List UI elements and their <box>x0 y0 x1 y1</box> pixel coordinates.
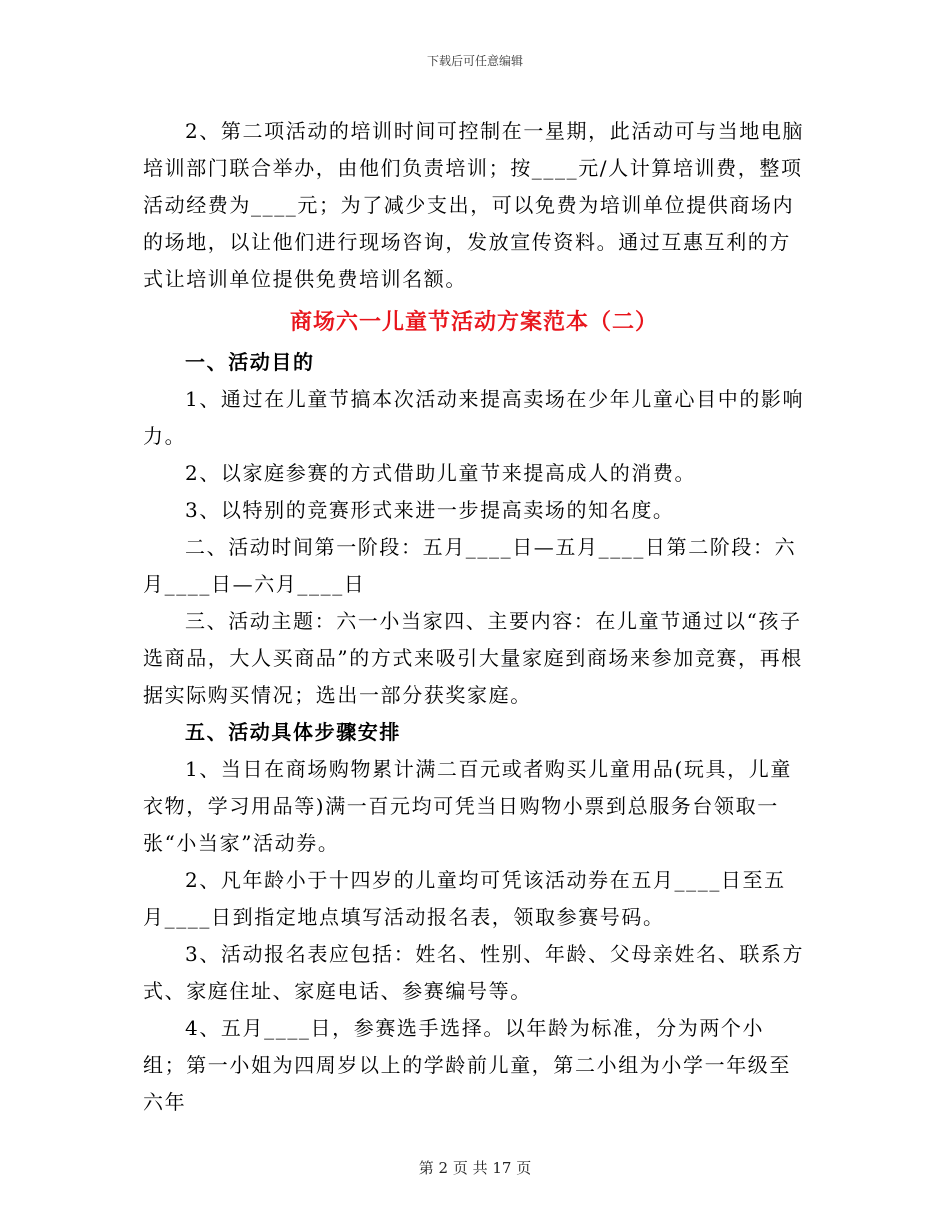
section-heading-purpose: 一、活动目的 <box>185 350 315 374</box>
paragraph-step-2: 2、凡年龄小于十四岁的儿童均可凭该活动券在五月____日至五月____日到指定地点填写活动报名表，领取参赛号码。 <box>143 868 786 929</box>
paragraph-step-4: 4、五月____日，参赛选手选择。以年龄为标准，分为两个小组；第一小姐为四周岁以上的学龄前儿童，第二小组为小学一年级至六年 <box>143 1016 791 1114</box>
paragraph-purpose-1: 1、通过在儿童节搞本次活动来提高卖场在少年儿童心目中的影响力。 <box>143 387 805 448</box>
paragraph-step-3: 3、活动报名表应包括：姓名、性别、年龄、父母亲姓名、联系方式、家庭住址、家庭电话、参赛编号等。 <box>143 942 805 1003</box>
paragraph-theme: 三、活动主题：六一小当家四、主要内容：在儿童节通过以“孩子选商品，大人买商品”的方式来吸引大量家庭到商场来参加竞赛，再根据实际购买情况；选出一部分获奖家庭。 <box>143 609 803 707</box>
paragraph-step-1: 1、当日在商场购物累计满二百元或者购买儿童用品(玩具，儿童衣物，学习用品等)满一百元均可凭当日购物小票到总服务台领取一张“小当家”活动券。 <box>143 757 792 855</box>
page-footer: 第 2 页 共 17 页 <box>418 1159 532 1177</box>
paragraph-purpose-3: 3、以特别的竞赛形式来进一步提高卖场的知名度。 <box>185 498 675 522</box>
paragraph-training: 2、第二项活动的培训时间可控制在一星期，此活动可与当地电脑培训部门联合举办，由他们负责培训；按____元/人计算培训费，整项活动经费为____元；为了减少支出，可以免费为培训单位提供商场内的场地，以让他们进行现场咨询，发放宣传资料。通过互惠互利的方式让培训单位提供免费培训名额。 <box>143 119 805 291</box>
paragraph-purpose-2: 2、以家庭参赛的方式借助儿童节来提高成人的消费。 <box>185 461 697 485</box>
page-header: 下载后可任意编辑 <box>426 54 523 68</box>
document-body <box>143 113 805 1121</box>
paragraph-time: 二、活动时间第一阶段：五月____日—五月____日第二阶段：六月____日—六月____日 <box>143 535 797 596</box>
section-heading-steps: 五、活动具体步骤安排 <box>185 720 401 744</box>
document-title: 商场六一儿童节活动方案范本（二） <box>289 309 658 335</box>
